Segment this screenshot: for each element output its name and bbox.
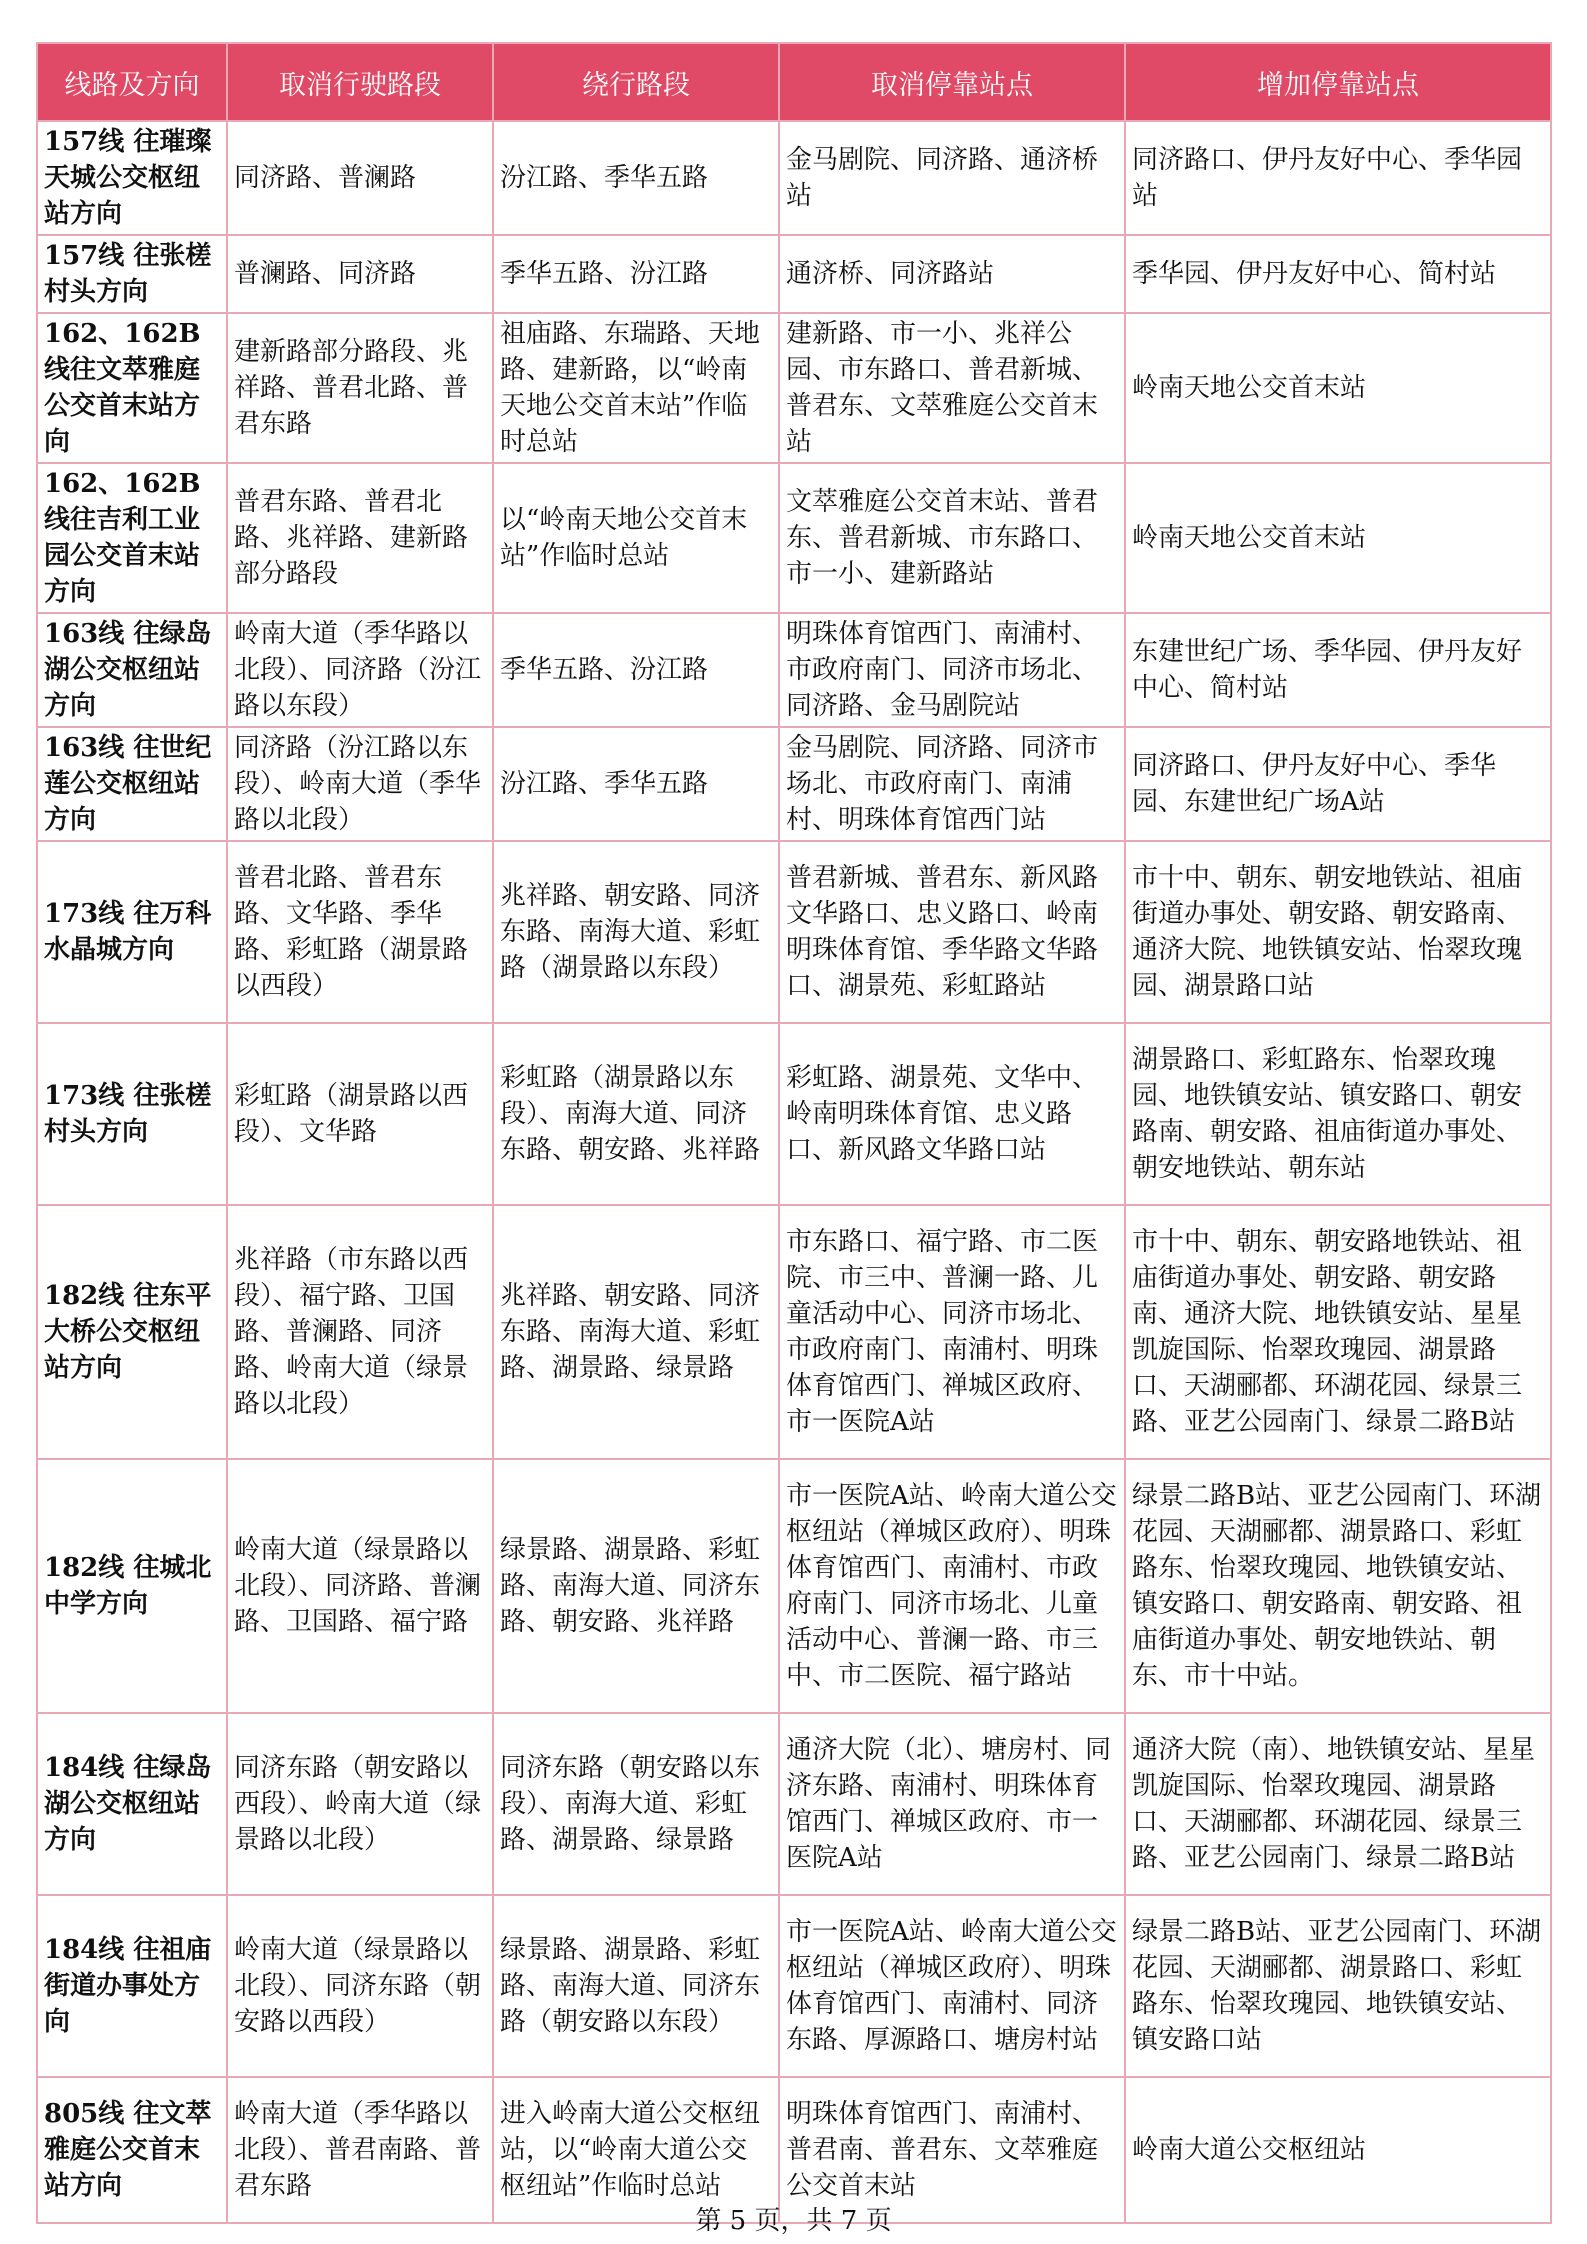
add-stops-cell: 绿景二路B站、亚艺公园南门、环湖花园、天湖郦都、湖景路口、彩虹路东、怡翠玫瑰园、地铁镇安站、镇安路口、朝安路南、朝安路、祖庙街道办事处、朝安地铁站、朝东、市十中站。 [1125,1459,1551,1713]
cancel-stops-cell: 普君新城、普君东、新风路文华路口、忠义路口、岭南明珠体育馆、季华路文华路口、湖景苑、彩虹路站 [779,841,1125,1023]
cancel-segment-cell: 兆祥路（市东路以西段）、福宁路、卫国路、普澜路、同济路、岭南大道（绿景路以北段） [227,1205,493,1459]
add-stops-cell: 市十中、朝东、朝安路地铁站、祖庙街道办事处、朝安路、朝安路南、通济大院、地铁镇安站、星星凯旋国际、怡翠玫瑰园、湖景路口、天湖郦都、环湖花园、绿景三路、亚艺公园南门、绿景二路B站 [1125,1205,1551,1459]
cancel-segment-cell: 岭南大道（绿景路以北段）、同济路、普澜路、卫国路、福宁路 [227,1459,493,1713]
cancel-segment-cell: 岭南大道（季华路以北段）、同济路（汾江路以东段） [227,613,493,727]
route-cell: 182线 往东平大桥公交枢纽站方向 [37,1205,227,1459]
detour-cell: 以“岭南天地公交首末站”作临时总站 [493,463,779,613]
page-number: 第 5 页，共 7 页 [695,2206,892,2236]
add-stops-cell: 通济大院（南）、地铁镇安站、星星凯旋国际、怡翠玫瑰园、湖景路口、天湖郦都、环湖花园、绿景三路、亚艺公园南门、绿景二路B站 [1125,1713,1551,1895]
cancel-segment-cell: 岭南大道（绿景路以北段）、同济东路（朝安路以西段） [227,1895,493,2077]
cancel-stops-cell: 金马剧院、同济路、通济桥站 [779,121,1125,235]
header-cancel-segment: 取消行驶路段 [227,43,493,121]
cancel-stops-cell: 明珠体育馆西门、南浦村、市政府南门、同济市场北、同济路、金马剧院站 [779,613,1125,727]
header-cancel-stops: 取消停靠站点 [779,43,1125,121]
route-cell: 805线 往文萃雅庭公交首末站方向 [37,2077,227,2223]
route-cell: 182线 往城北中学方向 [37,1459,227,1713]
table-row [37,235,1551,313]
detour-cell: 季华五路、汾江路 [493,613,779,727]
add-stops-cell: 季华园、伊丹友好中心、简村站 [1125,235,1551,313]
route-cell: 162、162B线往文萃雅庭公交首末站方向 [37,313,227,463]
detour-cell: 汾江路、季华五路 [493,727,779,841]
cancel-stops-cell: 市一医院A站、岭南大道公交枢纽站（禅城区政府）、明珠体育馆西门、南浦村、同济东路、厚源路口、塘房村站 [779,1895,1125,2077]
table-row [37,121,1551,235]
table-row [37,1895,1551,2077]
detour-cell: 季华五路、汾江路 [493,235,779,313]
detour-cell: 兆祥路、朝安路、同济东路、南海大道、彩虹路（湖景路以东段） [493,841,779,1023]
route-cell: 173线 往万科水晶城方向 [37,841,227,1023]
header-detour: 绕行路段 [493,43,779,121]
detour-cell: 彩虹路（湖景路以东段）、南海大道、同济东路、朝安路、兆祥路 [493,1023,779,1205]
cancel-stops-cell: 通济桥、同济路站 [779,235,1125,313]
cancel-stops-cell: 市一医院A站、岭南大道公交枢纽站（禅城区政府）、明珠体育馆西门、南浦村、市政府南门、同济市场北、儿童活动中心、普澜一路、市三中、市二医院、福宁路站 [779,1459,1125,1713]
route-cell: 184线 往绿岛湖公交枢纽站方向 [37,1713,227,1895]
detour-cell: 进入岭南大道公交枢纽站，以“岭南大道公交枢纽站”作临时总站 [493,2077,779,2223]
cancel-segment-cell: 同济路（汾江路以东段）、岭南大道（季华路以北段） [227,727,493,841]
route-cell: 162、162B线往吉利工业园公交首末站方向 [37,463,227,613]
cancel-stops-cell: 通济大院（北）、塘房村、同济东路、南浦村、明珠体育馆西门、禅城区政府、市一医院A站 [779,1713,1125,1895]
table-row [37,313,1551,463]
cancel-segment-cell: 普君东路、普君北路、兆祥路、建新路部分路段 [227,463,493,613]
route-cell: 173线 往张槎村头方向 [37,1023,227,1205]
add-stops-cell: 岭南天地公交首末站 [1125,463,1551,613]
route-cell: 184线 往祖庙街道办事处方向 [37,1895,227,2077]
header-route: 线路及方向 [37,43,227,121]
route-cell: 157线 往璀璨天城公交枢纽站方向 [37,121,227,235]
bus-route-table [36,42,1552,2224]
table-row [37,613,1551,727]
bus-route-table-container [36,42,1550,2224]
add-stops-cell: 湖景路口、彩虹路东、怡翠玫瑰园、地铁镇安站、镇安路口、朝安路南、朝安路、祖庙街道办事处、朝安地铁站、朝东站 [1125,1023,1551,1205]
table-row [37,727,1551,841]
table-row [37,1205,1551,1459]
cancel-stops-cell: 彩虹路、湖景苑、文华中、岭南明珠体育馆、忠义路口、新风路文华路口站 [779,1023,1125,1205]
route-cell: 163线 往世纪莲公交枢纽站方向 [37,727,227,841]
table-row [37,1459,1551,1713]
table-row [37,1023,1551,1205]
cancel-segment-cell: 岭南大道（季华路以北段）、普君南路、普君东路 [227,2077,493,2223]
cancel-segment-cell: 普君北路、普君东路、文华路、季华路、彩虹路（湖景路以西段） [227,841,493,1023]
header-add-stops: 增加停靠站点 [1125,43,1551,121]
cancel-stops-cell: 文萃雅庭公交首末站、普君东、普君新城、市东路口、市一小、建新路站 [779,463,1125,613]
detour-cell: 绿景路、湖景路、彩虹路、南海大道、同济东路、朝安路、兆祥路 [493,1459,779,1713]
detour-cell: 绿景路、湖景路、彩虹路、南海大道、同济东路（朝安路以东段） [493,1895,779,2077]
add-stops-cell: 岭南天地公交首末站 [1125,313,1551,463]
detour-cell: 兆祥路、朝安路、同济东路、南海大道、彩虹路、湖景路、绿景路 [493,1205,779,1459]
cancel-segment-cell: 建新路部分路段、兆祥路、普君北路、普君东路 [227,313,493,463]
route-cell: 157线 往张槎村头方向 [37,235,227,313]
cancel-stops-cell: 建新路、市一小、兆祥公园、市东路口、普君新城、普君东、文萃雅庭公交首末站 [779,313,1125,463]
cancel-segment-cell: 同济东路（朝安路以西段）、岭南大道（绿景路以北段） [227,1713,493,1895]
detour-cell: 祖庙路、东瑞路、天地路、建新路，以“岭南天地公交首末站”作临时总站 [493,313,779,463]
cancel-stops-cell: 金马剧院、同济路、同济市场北、市政府南门、南浦村、明珠体育馆西门站 [779,727,1125,841]
add-stops-cell: 岭南大道公交枢纽站 [1125,2077,1551,2223]
cancel-segment-cell: 同济路、普澜路 [227,121,493,235]
add-stops-cell: 同济路口、伊丹友好中心、季华园站 [1125,121,1551,235]
add-stops-cell: 绿景二路B站、亚艺公园南门、环湖花园、天湖郦都、湖景路口、彩虹路东、怡翠玫瑰园、地铁镇安站、镇安路口站 [1125,1895,1551,2077]
cancel-segment-cell: 普澜路、同济路 [227,235,493,313]
cancel-stops-cell: 市东路口、福宁路、市二医院、市三中、普澜一路、儿童活动中心、同济市场北、市政府南门、南浦村、明珠体育馆西门、禅城区政府、市一医院A站 [779,1205,1125,1459]
table-row [37,841,1551,1023]
add-stops-cell: 东建世纪广场、季华园、伊丹友好中心、简村站 [1125,613,1551,727]
add-stops-cell: 同济路口、伊丹友好中心、季华园、东建世纪广场A站 [1125,727,1551,841]
table-row [37,463,1551,613]
table-header-row [37,43,1551,121]
detour-cell: 汾江路、季华五路 [493,121,779,235]
detour-cell: 同济东路（朝安路以东段）、南海大道、彩虹路、湖景路、绿景路 [493,1713,779,1895]
table-row [37,1713,1551,1895]
cancel-segment-cell: 彩虹路（湖景路以西段）、文华路 [227,1023,493,1205]
add-stops-cell: 市十中、朝东、朝安地铁站、祖庙街道办事处、朝安路、朝安路南、通济大院、地铁镇安站、怡翠玫瑰园、湖景路口站 [1125,841,1551,1023]
route-cell: 163线 往绿岛湖公交枢纽站方向 [37,613,227,727]
cancel-stops-cell: 明珠体育馆西门、南浦村、普君南、普君东、文萃雅庭公交首末站 [779,2077,1125,2223]
